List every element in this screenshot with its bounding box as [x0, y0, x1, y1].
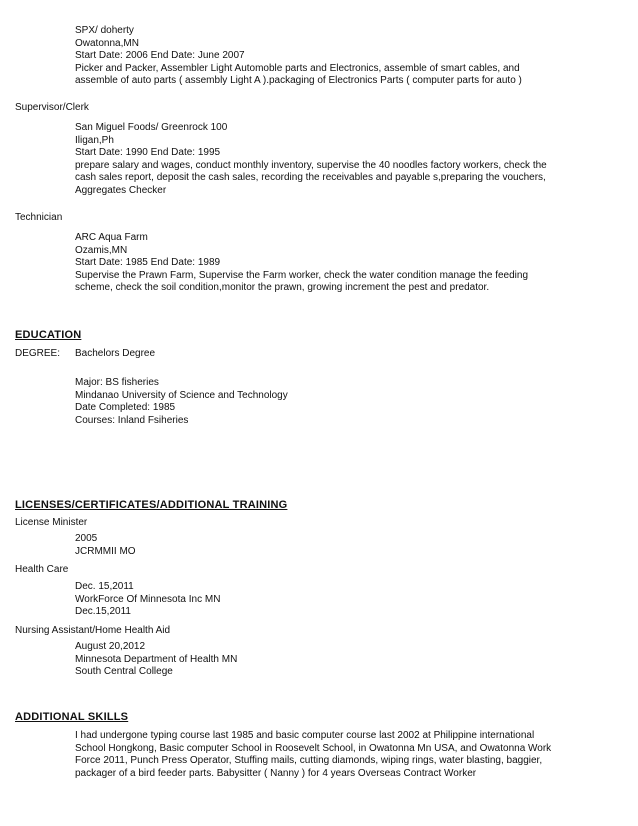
license-title: License Minister — [15, 517, 88, 528]
education-date-completed: Date Completed: 1985 — [75, 402, 176, 414]
license-details — [75, 533, 545, 558]
employer-name: San Miguel Foods/ Greenrock 100 — [75, 122, 228, 133]
skills-details — [75, 730, 552, 780]
degree-label: DEGREE: — [15, 348, 61, 359]
education-heading: EDUCATION — [15, 329, 82, 341]
skills-heading: ADDITIONAL SKILLS — [15, 711, 129, 723]
employer-name: SPX/ doherty — [75, 25, 134, 36]
licenses-heading: LICENSES/CERTIFICATES/ADDITIONAL TRAINING — [15, 499, 288, 511]
job-description-line: Supervise the Prawn Farm, Supervise the Farm worker, check the water condition manage the feeding — [75, 269, 529, 281]
skills-line: Force 2011, Punch Press Operator, Stuffing mails, cutting diamonds, wiping rings, water blasting, baggier, — [75, 755, 543, 767]
employer-location: Iligan,Ph — [75, 134, 114, 146]
job-description-line: Picker and Packer, Assembler Light Automoble parts and Electronics, assemble of smart cables, and — [75, 62, 520, 74]
job-spx-details — [75, 25, 545, 88]
job-title-technician: Technician — [15, 212, 63, 223]
skills-line: I had undergone typing course last 1985 and basic computer course last 2002 at Philippine international — [75, 730, 535, 741]
education-courses: Courses: Inland Fsiheries — [75, 414, 189, 426]
license-details — [75, 641, 545, 679]
job-description-line: prepare salary and wages, conduct monthly inventory, supervise the 40 noodles factory workers, check the — [75, 159, 547, 171]
employer-name: ARC Aqua Farm — [75, 232, 148, 243]
job-description-line: assemble of auto parts ( assembly Light A ).packaging of Electronics Parts ( computer parts for auto ) — [75, 75, 522, 87]
employer-location: Owatonna,MN — [75, 37, 139, 49]
employer-location: Ozamis,MN — [75, 244, 128, 256]
job-description-line: Aggregates Checker — [75, 184, 167, 196]
degree-value: Bachelors Degree — [75, 348, 156, 359]
license-date: 2005 — [75, 533, 98, 544]
job-arc-aqua-details — [75, 232, 545, 295]
license-issuer: JCRMMII MO — [75, 545, 136, 557]
license-title: Nursing Assistant/Home Health Aid — [15, 625, 171, 636]
employment-dates: Start Date: 1985 End Date: 1989 — [75, 257, 221, 269]
skills-line: packager of a bird feeder parts. Babysitter ( Nanny ) for 4 years Overseas Contract Worker — [75, 767, 477, 779]
license-title: Health Care — [15, 564, 69, 575]
employment-dates: Start Date: 1990 End Date: 1995 — [75, 147, 221, 159]
employment-dates: Start Date: 2006 End Date: June 2007 — [75, 50, 245, 62]
license-date: August 20,2012 — [75, 641, 146, 652]
job-description-line: cash sales report, deposit the cash sales, recording the receivables and payable s,preparing the vouchers, — [75, 172, 546, 184]
education-school: Mindanao University of Science and Technology — [75, 389, 288, 401]
education-major: Major: BS fisheries — [75, 377, 159, 388]
license-school: South Central College — [75, 666, 173, 678]
skills-line: School Hongkong, Basic computer School in Roosevelt School, in Owatonna Mn USA, and Owatonna Work — [75, 742, 552, 754]
license-issuer: WorkForce Of Minnesota Inc MN — [75, 593, 221, 605]
job-title-supervisor-clerk: Supervisor/Clerk — [15, 102, 89, 113]
license-issuer: Minnesota Department of Health MN — [75, 653, 238, 665]
job-description-line: scheme, check the soil condition,monitor the prawn, growing increment the pest and predator. — [75, 282, 490, 294]
license-date: Dec.15,2011 — [75, 606, 131, 618]
job-san-miguel-details — [75, 122, 545, 198]
license-date: Dec. 15,2011 — [75, 581, 134, 592]
license-details — [75, 581, 545, 619]
education-details — [75, 377, 545, 427]
